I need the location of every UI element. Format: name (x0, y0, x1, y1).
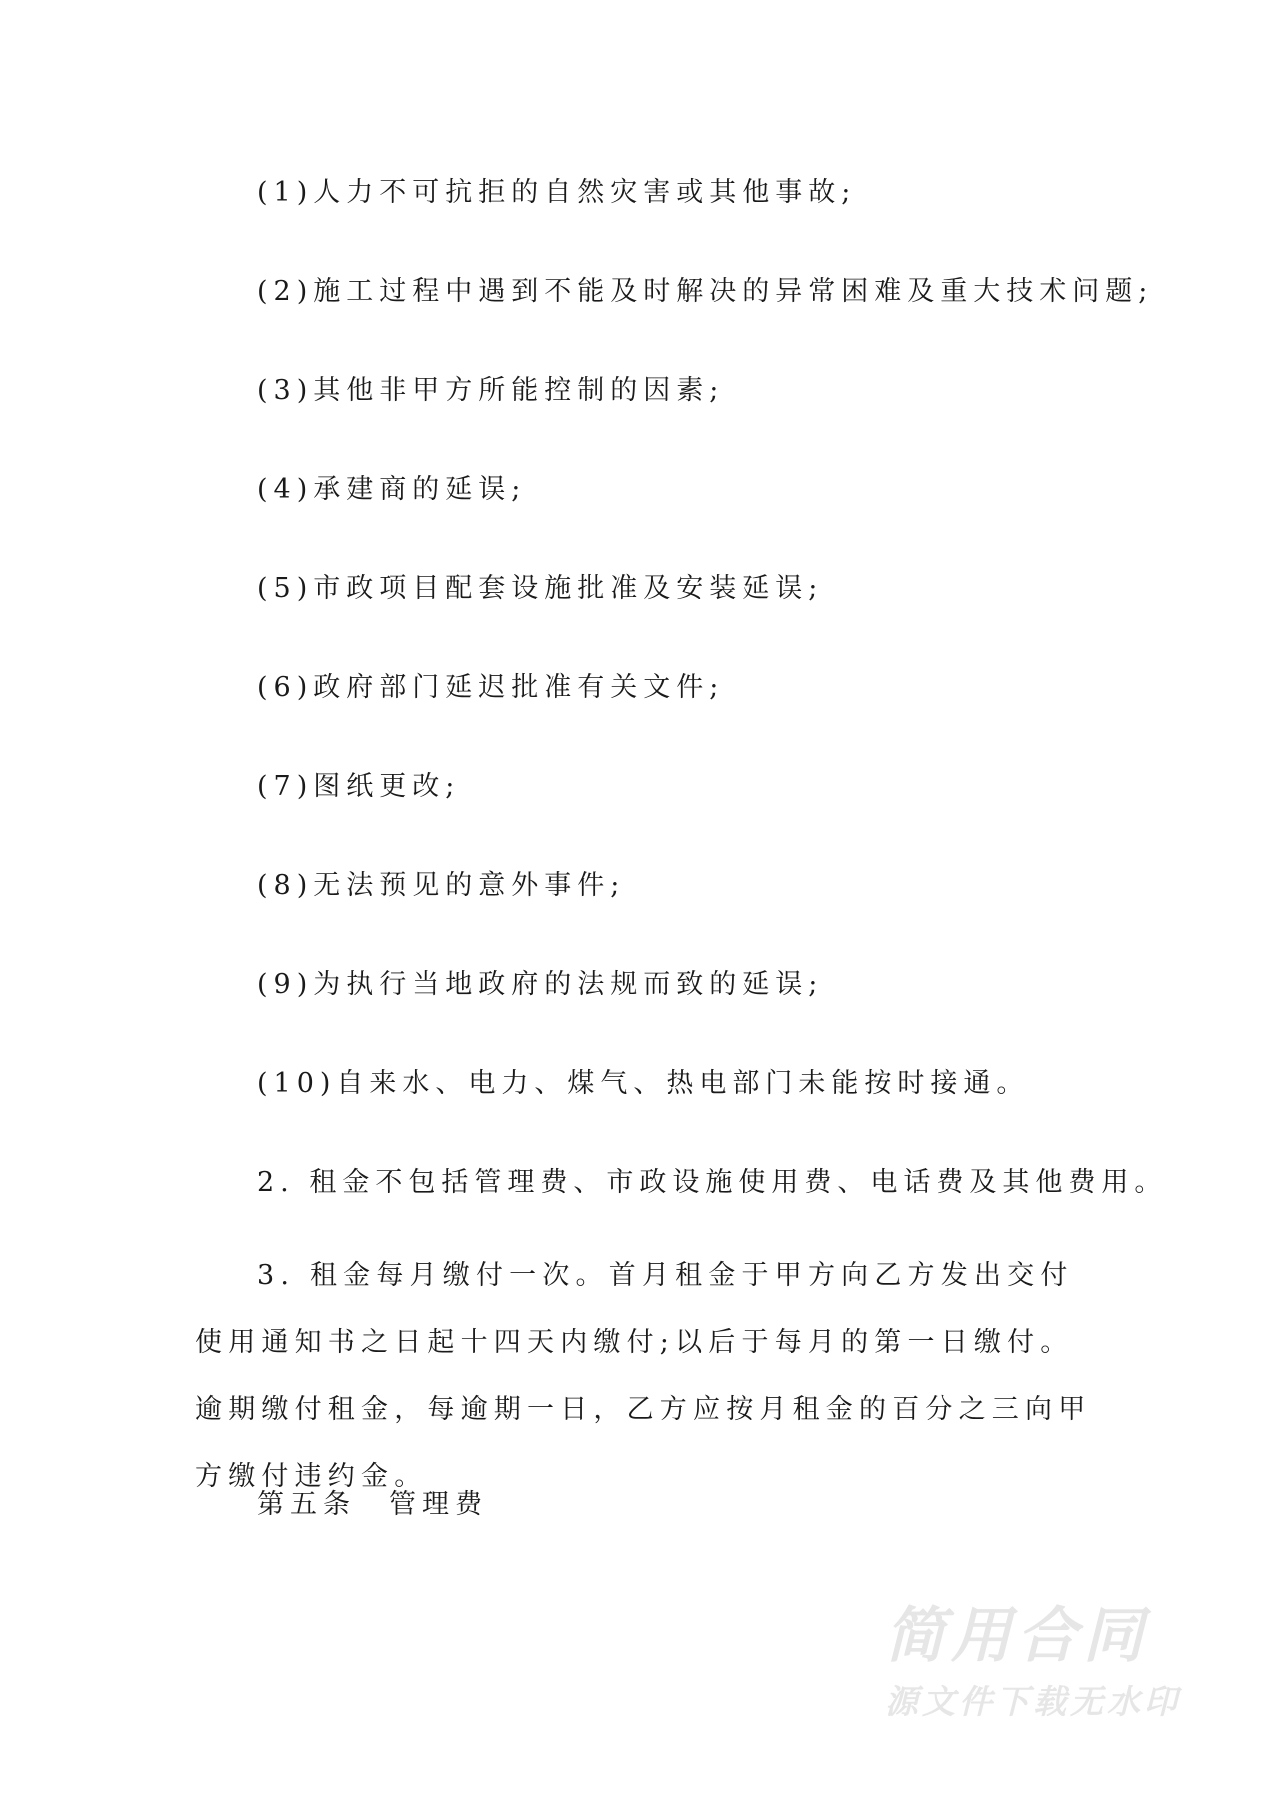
clause-2-paragraph: 2. 租金不包括管理费、市政设施使用费、电话费及其他费用。 (257, 1167, 1168, 1198)
list-item: (9)为执行当地政府的法规而致的延误; (257, 969, 824, 1000)
watermark-subtitle: 源文件下载无水印 (885, 1682, 1181, 1721)
list-item: (1)人力不可抗拒的自然灾害或其他事故; (257, 177, 857, 208)
list-item: (2)施工过程中遇到不能及时解决的异常困难及重大技术问题; (257, 276, 1154, 307)
list-item: (3)其他非甲方所能控制的因素; (257, 375, 725, 406)
list-item: (6)政府部门延迟批准有关文件; (257, 672, 725, 703)
list-item: (5)市政项目配套设施批准及安装延误; (257, 573, 824, 604)
list-item: (7)图纸更改; (257, 771, 461, 802)
list-item: (10)自来水、电力、煤气、热电部门未能按时接通。 (257, 1068, 1030, 1099)
list-item: (4)承建商的延误; (257, 474, 527, 505)
section-heading: 第五条 管理费 (257, 1489, 488, 1520)
list-item: (8)无法预见的意外事件; (257, 870, 626, 901)
clause-3-paragraph: 3. 租金每月缴付一次。首月租金于甲方向乙方发出交付使用通知书之日起十四天内缴付;以后于每月的第一日缴付。逾期缴付租金，每逾期一日，乙方应按月租金的百分之三向甲方缴付违约金。 (195, 1260, 1092, 1492)
watermark-title: 简用合同 (885, 1601, 1149, 1671)
